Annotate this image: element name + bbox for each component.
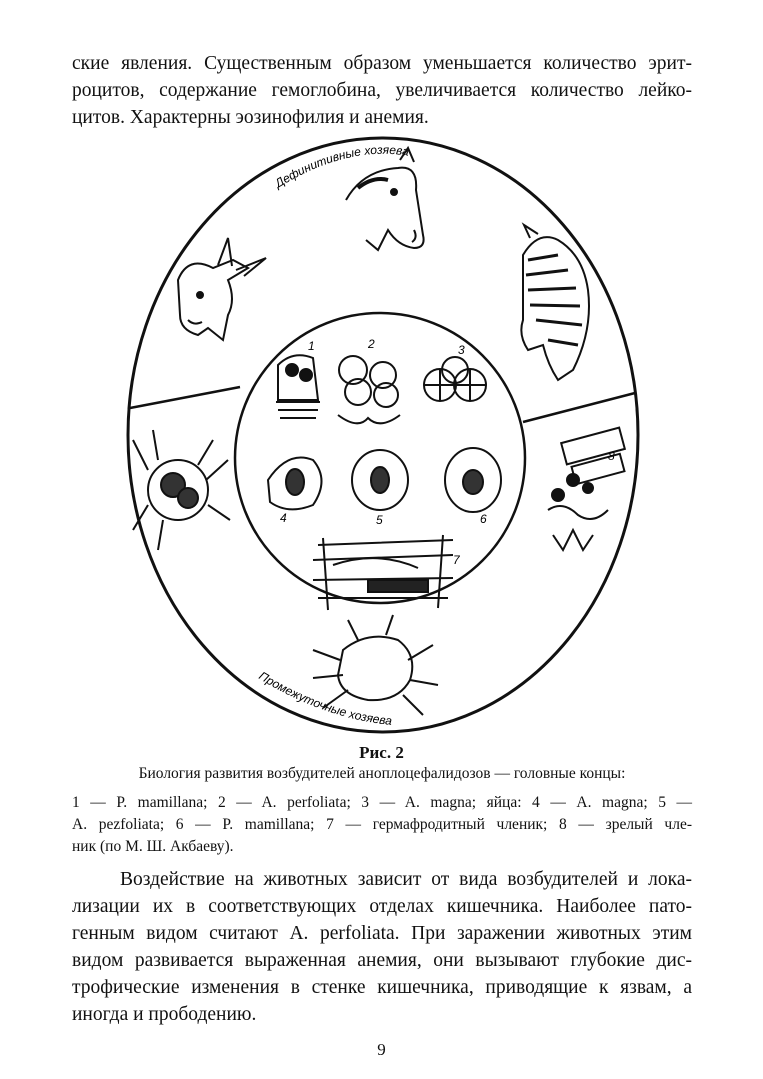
figure-number-1: 1 (308, 339, 315, 353)
oribatid-mite-illustration (313, 615, 438, 715)
legend-line: 1 — P. mamillana; 2 — A. perfoliata; 3 — A. magna; яйца: 4 — A. magna; 5 — (72, 794, 692, 811)
text-line: иногда и прободению. (72, 1004, 257, 1025)
horse-illustration (346, 148, 424, 250)
egg-p-mamillana (445, 448, 501, 512)
top-paragraph (72, 50, 692, 131)
life-cycle-figure (118, 130, 648, 740)
intermediate-hosts-label: Промежуточные хозяева (256, 668, 393, 728)
egg-a-perfoliata (352, 450, 408, 510)
hermaphrodite-segment (313, 535, 453, 610)
inner-circle (235, 313, 525, 603)
text-line: Воздействие на животных зависит от вида возбудителей и лока- (120, 869, 692, 890)
figure-number-2: 2 (368, 337, 375, 351)
scolex-a-perfoliata (338, 356, 400, 423)
figure-number-8: 8 (608, 449, 615, 463)
body-paragraph (72, 866, 692, 1028)
figure-title: Рис. 2 (359, 743, 404, 762)
text-line: генным видом считают A. perfoliata. При заражении животных этим (72, 923, 692, 944)
donkey-illustration (178, 238, 266, 340)
text-line: трофические изменения в стенке кишечника, приводящие к язвам, а (72, 977, 692, 998)
text-line: роцитов, содержание гемоглобина, увеличивается количество лейко- (72, 80, 692, 101)
figure-number-6: 6 (480, 512, 487, 526)
zebra-illustration (521, 225, 589, 380)
figure-number-3: 3 (458, 343, 465, 357)
figure-subtitle: Биология развития возбудителей аноплоцефалидозов — головные концы: (138, 765, 626, 782)
legend-line: A. pezfoliata; 6 — P. mamillana; 7 — гермафродитный членик; 8 — зрелый чле- (72, 816, 692, 833)
legend-line: ник (по М. Ш. Акбаеву). (72, 838, 234, 855)
proglottid-illustration (548, 428, 625, 550)
definitive-hosts-label: Дефинитивные хозяева (272, 142, 410, 191)
figure-number-5: 5 (376, 513, 383, 527)
figure-number-4: 4 (280, 511, 287, 525)
text-line: видом развивается выраженная анемия, они вызывают глубокие дис- (72, 950, 692, 971)
outer-ring (128, 138, 638, 732)
text-line: лизации их в соответствующих отделах кишечника. Наиболее пато- (72, 896, 692, 917)
divider-left (130, 387, 240, 408)
scolex-a-magna (424, 357, 486, 401)
mite-in-bubble-illustration (133, 430, 230, 550)
page-number: 9 (377, 1040, 386, 1059)
egg-a-magna (268, 458, 322, 510)
figure-legend (72, 792, 692, 858)
figure-number-7: 7 (453, 553, 460, 567)
scolex-p-mamillana (276, 355, 320, 418)
text-line: ские явления. Существенным образом уменьшается количество эрит- (72, 53, 692, 74)
divider-right (523, 393, 635, 422)
text-line: цитов. Характерны эозинофилия и анемия. (72, 107, 429, 128)
